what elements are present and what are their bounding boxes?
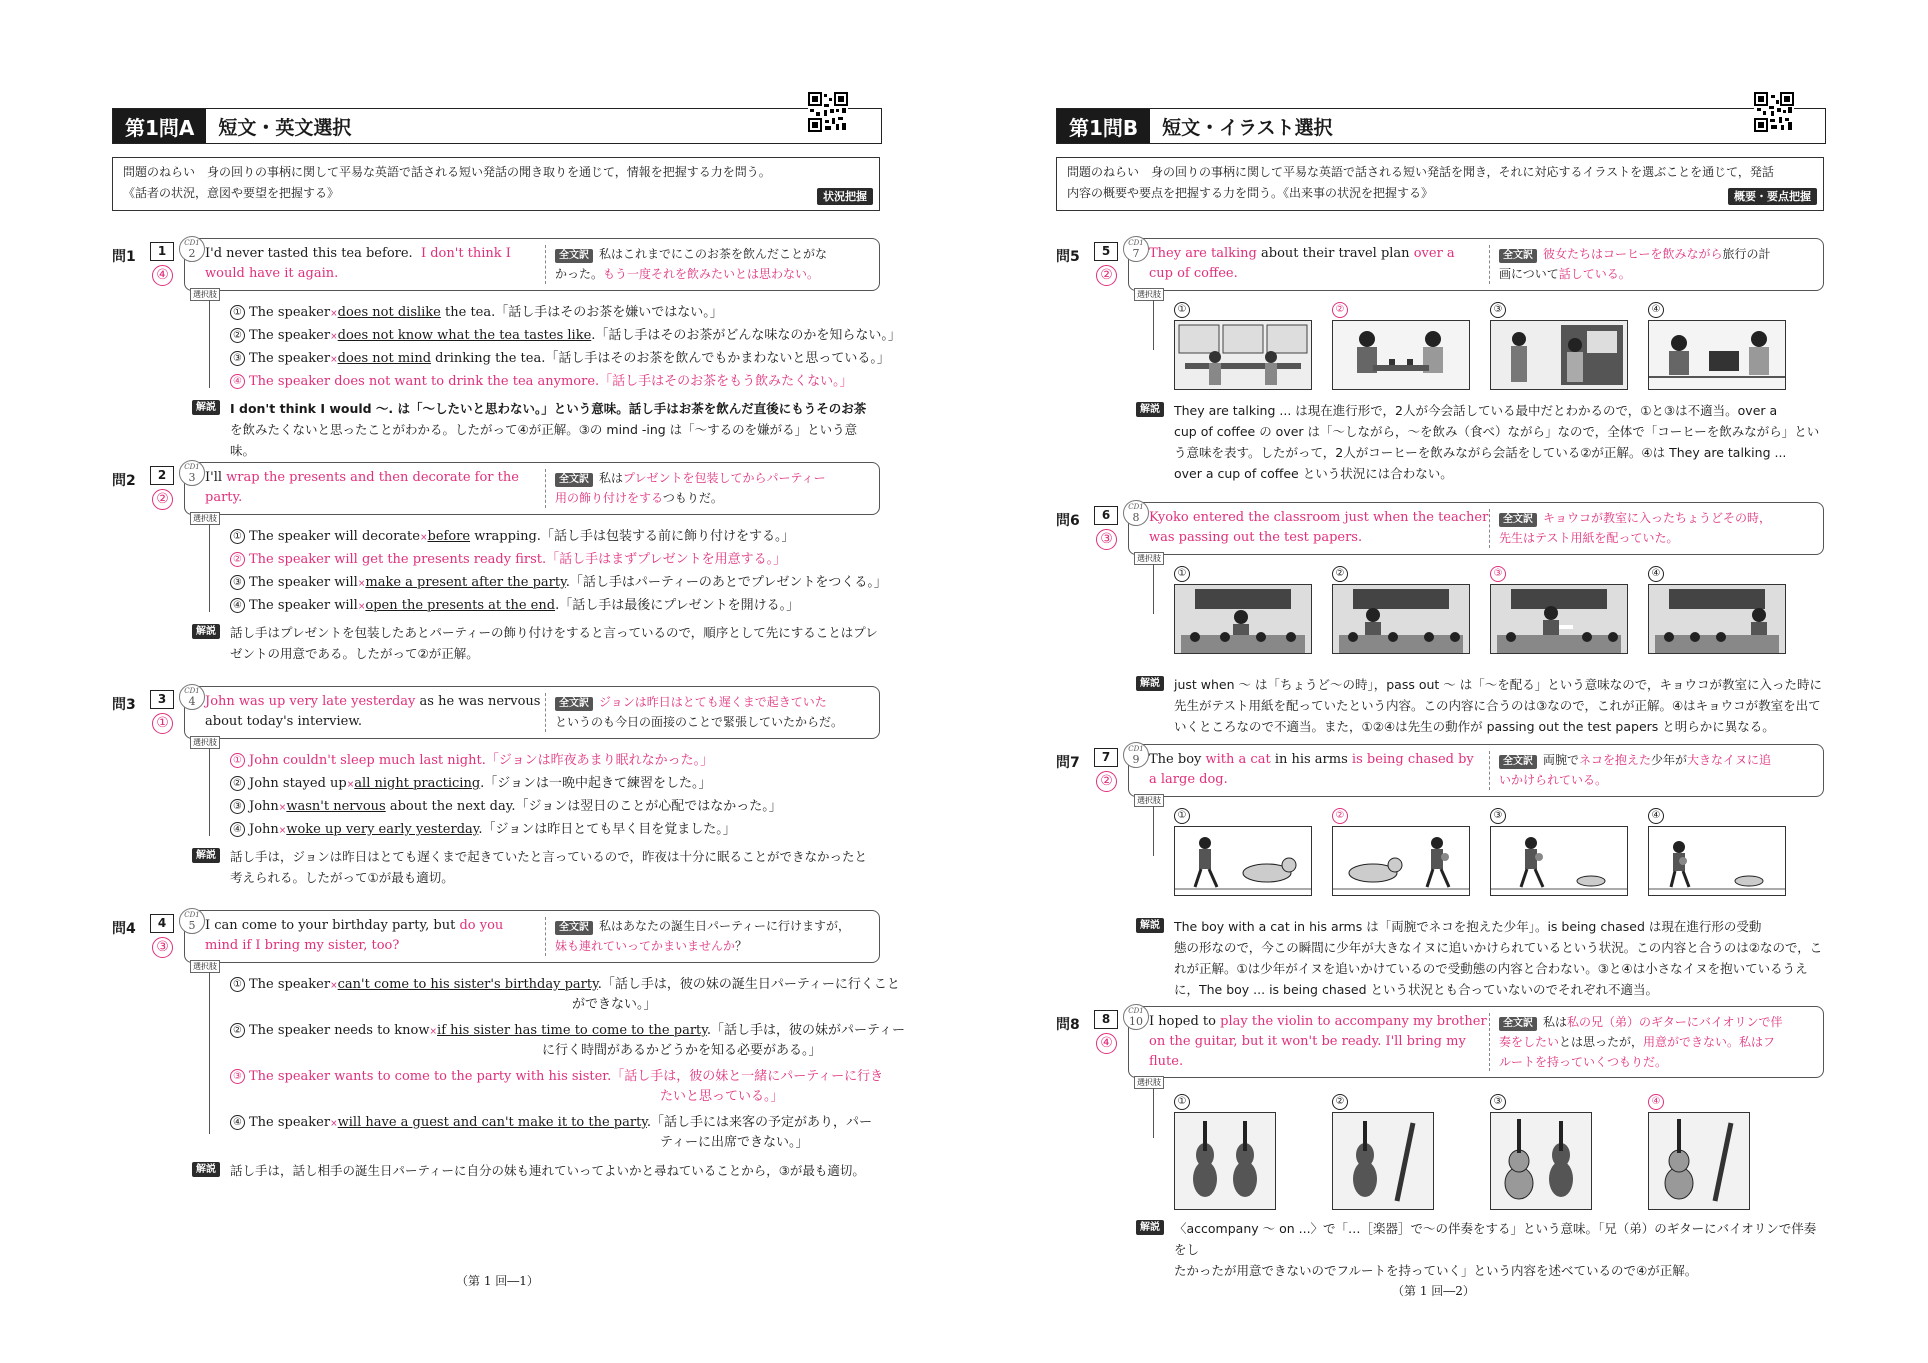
japanese-translation: 全文訳 彼女たちはコーヒーを飲みながら旅行の計 画について話している。 (1499, 247, 1771, 281)
aim-label: 概要・要点把握 (1728, 188, 1817, 205)
question-label: 問5 (1056, 249, 1080, 265)
option-3: ③ John×wasn't nervous about the next day.「ジョンは翌日のことが心配ではなかった。」 (230, 798, 782, 817)
answer-mark: ② (1096, 771, 1117, 792)
english-script: The boy with a cat in his arms is being chased by a large dog. (1149, 752, 1474, 787)
option-4-cont: ティーに出席できない。」 (660, 1135, 809, 1150)
question-label: 問2 (112, 473, 136, 489)
choices-tag: 選択肢 (190, 960, 220, 973)
question-label: 問6 (1056, 513, 1080, 529)
choices-tag: 選択肢 (190, 288, 220, 301)
script-box (184, 238, 880, 291)
picture-choices: ① ② ③ ④ (1174, 808, 1834, 898)
script-box (1128, 502, 1824, 555)
answer-mark: ③ (1096, 529, 1117, 550)
option-4: ④ The speaker×will have a guest and can't make it to the party.「話し手には来客の予定があり，パー (230, 1114, 872, 1133)
choices-tag: 選択肢 (1134, 1076, 1164, 1089)
question-number: 8 (1094, 1010, 1118, 1029)
aim-label: 状況把握 (817, 188, 873, 205)
question-number: 6 (1094, 506, 1118, 525)
choices-tag: 選択肢 (190, 736, 220, 749)
aim-text-1: 問題のねらい 身の回りの事柄に関して平易な英語で話される短い発話を聞き，それに対応するイラストを選ぶことを通じて，発話 (1067, 165, 1774, 179)
qr-code-icon[interactable] (808, 92, 848, 132)
question-2: 問2 2 ② CD1 3 I'll wrap the presents and then decorate for the party. 全文訳 私はプレゼントを包装してからパーティー 用の飾り付けをするつもりだ。 選択肢 ① The speaker will decorate×before wrapping.「話し手は包装する前に飾り付けをする。」 ② The speaker will get the presents ready first.「話し手はまずプレゼントを用意する。」 ③ The speaker will×make a present after the party.「話し手はパーティーのあとでプレゼントをつくる。」 ④ The speaker will×open the presents at the end.「話し手は最後にプレゼントを開ける。」 解説 話し手はプレゼントを包装したあとパーティーの飾り付けをすると言っているので，順序として先にすることはプレ ゼントの用意である。したがって②が正解。 (112, 462, 882, 672)
section-tag: 第1問A (113, 109, 206, 143)
choices-tag: 選択肢 (1134, 794, 1164, 807)
section-title: 短文・英文選択 (218, 116, 352, 139)
option-2-correct: ② The speaker will get the presents ready first.「話し手はまずプレゼントを用意する。」 (230, 551, 786, 569)
question-8: 問8 8 ④ CD1 10 I hoped to play the violin to accompany my brother on the guitar, but it won't be ready. I'll bring my flute. 全文訳 私は私の兄（弟）のギターにバイオリンで伴 奏をしたいとは思ったが，用意ができない。私はフ ルートを持っていくつもりだ。 選択肢 ① ② ③ ④ 解説 〈accompany ～ on ...〉で「…［楽器］で～の伴奏をする」という意味。「兄（弟）のギターにバイオリンで伴奏をし たかったが用意できないのでフルートを持っていく」という内容を述べているので④が正解。 (1056, 1006, 1826, 1266)
option-2-cont: に行く時間があるかどうかを知る必要がある。」 (542, 1043, 822, 1058)
page-footer: （第 1 回―1） (456, 1274, 539, 1288)
english-script: Kyoko entered the classroom just when the teacher was passing out the test papers. (1149, 510, 1489, 545)
option-1: ① The speaker will decorate×before wrapping.「話し手は包装する前に飾り付けをする。」 (230, 528, 794, 547)
aim-text-2: 内容の概要や要点を把握する力を問う。《出来事の状況を把握する》 (1067, 186, 1434, 200)
section-header-1b (1056, 108, 1826, 144)
answer-mark: ④ (1096, 1033, 1117, 1054)
cd-track-icon[interactable]: CD1 7 (1123, 236, 1149, 262)
option-3-cont: たいと思っている。」 (660, 1089, 784, 1104)
question-label: 問4 (112, 921, 136, 937)
script-box (184, 910, 880, 963)
question-number: 4 (150, 914, 174, 933)
right-page (964, 0, 1928, 1363)
option-1: ① The speaker×does not dislike the tea.「話し手はそのお茶を嫌いではない。」 (230, 304, 723, 323)
japanese-translation: 全文訳 私はプレゼントを包装してからパーティー 用の飾り付けをするつもりだ。 (555, 471, 826, 505)
aim-box (112, 157, 880, 211)
question-label: 問7 (1056, 755, 1080, 771)
choices-tag: 選択肢 (1134, 552, 1164, 565)
cd-track-icon[interactable]: CD1 9 (1123, 742, 1149, 768)
picture-choices: ① ② ③ ④ (1174, 566, 1834, 656)
option-3: ③ The speaker×does not mind drinking the tea.「話し手はそのお茶を飲んでもかまわないと思っている。」 (230, 350, 890, 369)
choices-tag: 選択肢 (190, 512, 220, 525)
english-script: John was up very late yesterday as he was nervous about today's interview. (205, 694, 541, 729)
question-5: 問5 5 ② CD1 7 They are talking about their travel plan over a cup of coffee. 全文訳 彼女たちはコーヒーを飲みながら旅行の計 画について話している。 選択肢 ① ② ③ ④ 解説 They are talking ... は現在進行形で，2人が今会話している最中だとわかるので，①と③は不適当。over a cup of coffee の over は「～しながら，～を飲み（食べ）ながら」なので，全体で「コーヒーを飲みながら」とい う意味を表す。したがって，2人がコーヒーを飲みながら会話をしている②が正解。④は They are talking ... over a cup of coffee という状況には合わない。 (1056, 238, 1826, 488)
japanese-translation: 全文訳 両腕でネコを抱えた少年が大きなイヌに追 いかけられている。 (1499, 753, 1772, 787)
question-label: 問1 (112, 249, 136, 265)
qr-code-icon[interactable] (1754, 92, 1794, 132)
japanese-translation: 全文訳 私はあなたの誕生日パーティーに行けますが， 妹も連れていってかまいませんか？ (555, 919, 851, 953)
option-3: ③ The speaker will×make a present after the party.「話し手はパーティーのあとでプレゼントをつくる。」 (230, 574, 887, 593)
japanese-translation: 全文訳 私はこれまでにこのお茶を飲んだことがな かった。もう一度それを飲みたいとは思わない。 (555, 247, 828, 281)
english-script: I can come to your birthday party, but do you mind if I bring my sister, too? (205, 918, 504, 953)
japanese-translation: 全文訳 キョウコが教室に入ったちょうどその時， 先生はテスト用紙を配っていた。 (1499, 511, 1772, 545)
option-1-cont: ができない。」 (572, 997, 657, 1012)
question-number: 7 (1094, 748, 1118, 767)
script-box (1128, 238, 1824, 291)
question-7: 問7 7 ② CD1 9 The boy with a cat in his arms is being chased by a large dog. 全文訳 両腕でネコを抱えた少年が大きなイヌに追 いかけられている。 選択肢 ① ② ③ ④ 解説 The boy with a cat in his arms は「両腕でネコを抱えた少年」。is being chased は現在進行形の受動 態の形なので，今この瞬間に少年が大きなイヌに追いかけられているという状況。この内容と合うのは②なので，こ れが正解。①は少年がイヌを追いかけているので受動態の内容と合わない。③と④は小さなイヌを抱いているうえ に，The boy ... is being chased という状況とも合っていないのでそれぞれ不適当。 (1056, 744, 1826, 994)
section-header-1a (112, 108, 882, 144)
choices-tag: 選択肢 (1134, 288, 1164, 301)
answer-mark: ④ (152, 265, 173, 286)
aim-box (1056, 157, 1824, 211)
aim-text-2: 《話者の状況，意図や要望を把握する》 (123, 186, 340, 200)
picture-choices: ① ② ③ ④ (1174, 1094, 1834, 1204)
question-number: 5 (1094, 242, 1118, 261)
answer-mark: ③ (152, 937, 173, 958)
script-box (1128, 744, 1824, 797)
cd-track-icon[interactable]: CD1 2 (179, 236, 205, 262)
question-6: 問6 6 ③ CD1 8 Kyoko entered the classroom just when the teacher was passing out the test papers. 全文訳 キョウコが教室に入ったちょうどその時， 先生はテスト用紙を配っていた。 選択肢 ① ② ③ ④ 解説 just when ～ は「ちょうど～の時」，pass out ～ は「～を配る」という意味なので，キョウコが教室に入った時に 先生がテスト用紙を配っていたという内容。この内容に合うのは③なので，これが正解。④はキョウコが教室を出て いくところなので不適当。また，①②④は先生の動作が passing out the test papers と明らかに異なる。 (1056, 502, 1826, 732)
option-1: ① The speaker×can't come to his sister's birthday party.「話し手は，彼の妹の誕生日パーティーに行くこと (230, 976, 900, 995)
cd-track-icon[interactable]: CD1 8 (1123, 500, 1149, 526)
english-script: I'll wrap the presents and then decorate for the party. (205, 470, 519, 505)
question-3: 問3 3 ① CD1 4 John was up very late yesterday as he was nervous about today's interview. 全文訳 ジョンは昨日はとても遅くまで起きていた というのも今日の面接のことで緊張していたからだ。 選択肢 ① John couldn't sleep much last night.「ジョンは昨夜あまり眠れなかった。」 ② John stayed up×all night practicing.「ジョンは一晩中起きて練習をした。」 ③ John×wasn't nervous about the next day.「ジョンは翌日のことが心配ではなかった。」 ④ John×woke up very early yesterday.「ジョンは昨日とても早く目を覚ました。」 解説 話し手は，ジョンは昨日はとても遅くまで起きていたと言っているので，昨夜は十分に眠ることができなかったと 考えられる。したがって①が最も適切。 (112, 686, 882, 896)
picture-choices: ① ② ③ ④ (1174, 302, 1834, 382)
answer-mark: ② (1096, 265, 1117, 286)
english-script: They are talking about their travel plan over a cup of coffee. (1149, 246, 1455, 281)
question-1: 問1 1 ④ CD1 2 I'd never tasted this tea before. I don't think I would have it again. 全文訳 私はこれまでにこのお茶を飲んだことがな かった。もう一度それを飲みたいとは思わない。 選択肢 ① The speaker×does not dislike the tea.「話し手はそのお茶を嫌いではない。」 ② The speaker×does not know what the tea tastes like.「話し手はそのお茶がどんな味なのかを知らない。」 ③ The speaker×does not mind drinking the tea.「話し手はそのお茶を飲んでもかまわないと思っている。」 ④ The speaker does not want to drink the tea anymore.「話し手はそのお茶をもう飲みたくない。」 解説 I don't think I would ～. は「～したいと思わない。」という意味。話し手はお茶を飲んだ直後にもうそのお茶 を飲みたくないと思ったことがわかる。したがって④が正解。③の mind -ing は「～するのを嫌がる」という意味。 (112, 238, 882, 448)
script-box (184, 462, 880, 515)
answer-mark: ② (152, 489, 173, 510)
script-box (1128, 1006, 1824, 1078)
cd-track-icon[interactable]: CD1 5 (179, 908, 205, 934)
question-number: 2 (150, 466, 174, 485)
english-script: I hoped to play the violin to accompany my brother on the guitar, but it won't be ready. I'll bring my flute. (1149, 1014, 1487, 1069)
aim-text-1: 問題のねらい 身の回りの事柄に関して平易な英語で話される短い発話の聞き取りを通じて，情報を把握する力を問う。 (123, 165, 771, 179)
question-label: 問8 (1056, 1017, 1080, 1033)
english-script: I'd never tasted this tea before. I don't think I would have it again. (205, 246, 511, 281)
cd-track-icon[interactable]: CD1 3 (179, 460, 205, 486)
question-number: 1 (150, 242, 174, 261)
answer-mark: ① (152, 713, 173, 734)
question-4: 問4 4 ③ CD1 5 I can come to your birthday party, but do you mind if I bring my sister, too? 全文訳 私はあなたの誕生日パーティーに行けますが， 妹も連れていってかまいませんか？ 選択肢 ① The speaker×can't come to his sister's birthday party.「話し手は，彼の妹の誕生日パーティーに行くこと ができない。」 ② The speaker needs to know×if his sister has time to come to the party.「話し手は，彼の妹がパーティー に行く時間があるかどうかを知る必要がある。」 ③ The speaker wants to come to the party with his sister.「話し手は，彼の妹と一緒にパーティーに行き たいと思っている。」 ④ The speaker×will have a guest and can't make it to the party.「話し手には来客の予定があり，パー ティーに出席できない。」 解説 話し手は，話し相手の誕生日パーティーに自分の妹も連れていってよいかと尋ねていることから，③が最も適切。 (112, 910, 882, 1190)
page-footer: （第 1 回―2） (1392, 1284, 1475, 1298)
option-4: ④ The speaker will×open the presents at the end.「話し手は最後にプレゼントを開ける。」 (230, 597, 799, 616)
cd-track-icon[interactable]: CD1 4 (179, 684, 205, 710)
script-box (184, 686, 880, 739)
japanese-translation: 全文訳 私は私の兄（弟）のギターにバイオリンで伴 奏をしたいとは思ったが，用意ができない。私はフ ルートを持っていくつもりだ。 (1499, 1015, 1783, 1069)
section-tag: 第1問B (1057, 109, 1150, 143)
option-4: ④ John×woke up very early yesterday.「ジョンは昨日とても早く目を覚ました。」 (230, 821, 736, 840)
option-2: ② The speaker×does not know what the tea tastes like.「話し手はそのお茶がどんな味なのかを知らない。」 (230, 327, 901, 346)
section-title: 短文・イラスト選択 (1162, 116, 1333, 139)
question-number: 3 (150, 690, 174, 709)
option-3-correct: ③ The speaker wants to come to the party with his sister.「話し手は，彼の妹と一緒にパーティーに行き (230, 1068, 883, 1086)
option-2: ② The speaker needs to know×if his sister has time to come to the party.「話し手は，彼の妹がパーティー (230, 1022, 905, 1041)
cd-track-icon[interactable]: CD1 10 (1123, 1004, 1149, 1030)
japanese-translation: 全文訳 ジョンは昨日はとても遅くまで起きていた というのも今日の面接のことで緊張していたからだ。 (555, 695, 844, 729)
option-2: ② John stayed up×all night practicing.「ジョンは一晩中起きて練習をした。」 (230, 775, 712, 794)
option-1-correct: ① John couldn't sleep much last night.「ジョンは昨夜あまり眠れなかった。」 (230, 752, 713, 770)
option-4-correct: ④ The speaker does not want to drink the tea anymore.「話し手はそのお茶をもう飲みたくない。」 (230, 373, 853, 391)
question-label: 問3 (112, 697, 136, 713)
